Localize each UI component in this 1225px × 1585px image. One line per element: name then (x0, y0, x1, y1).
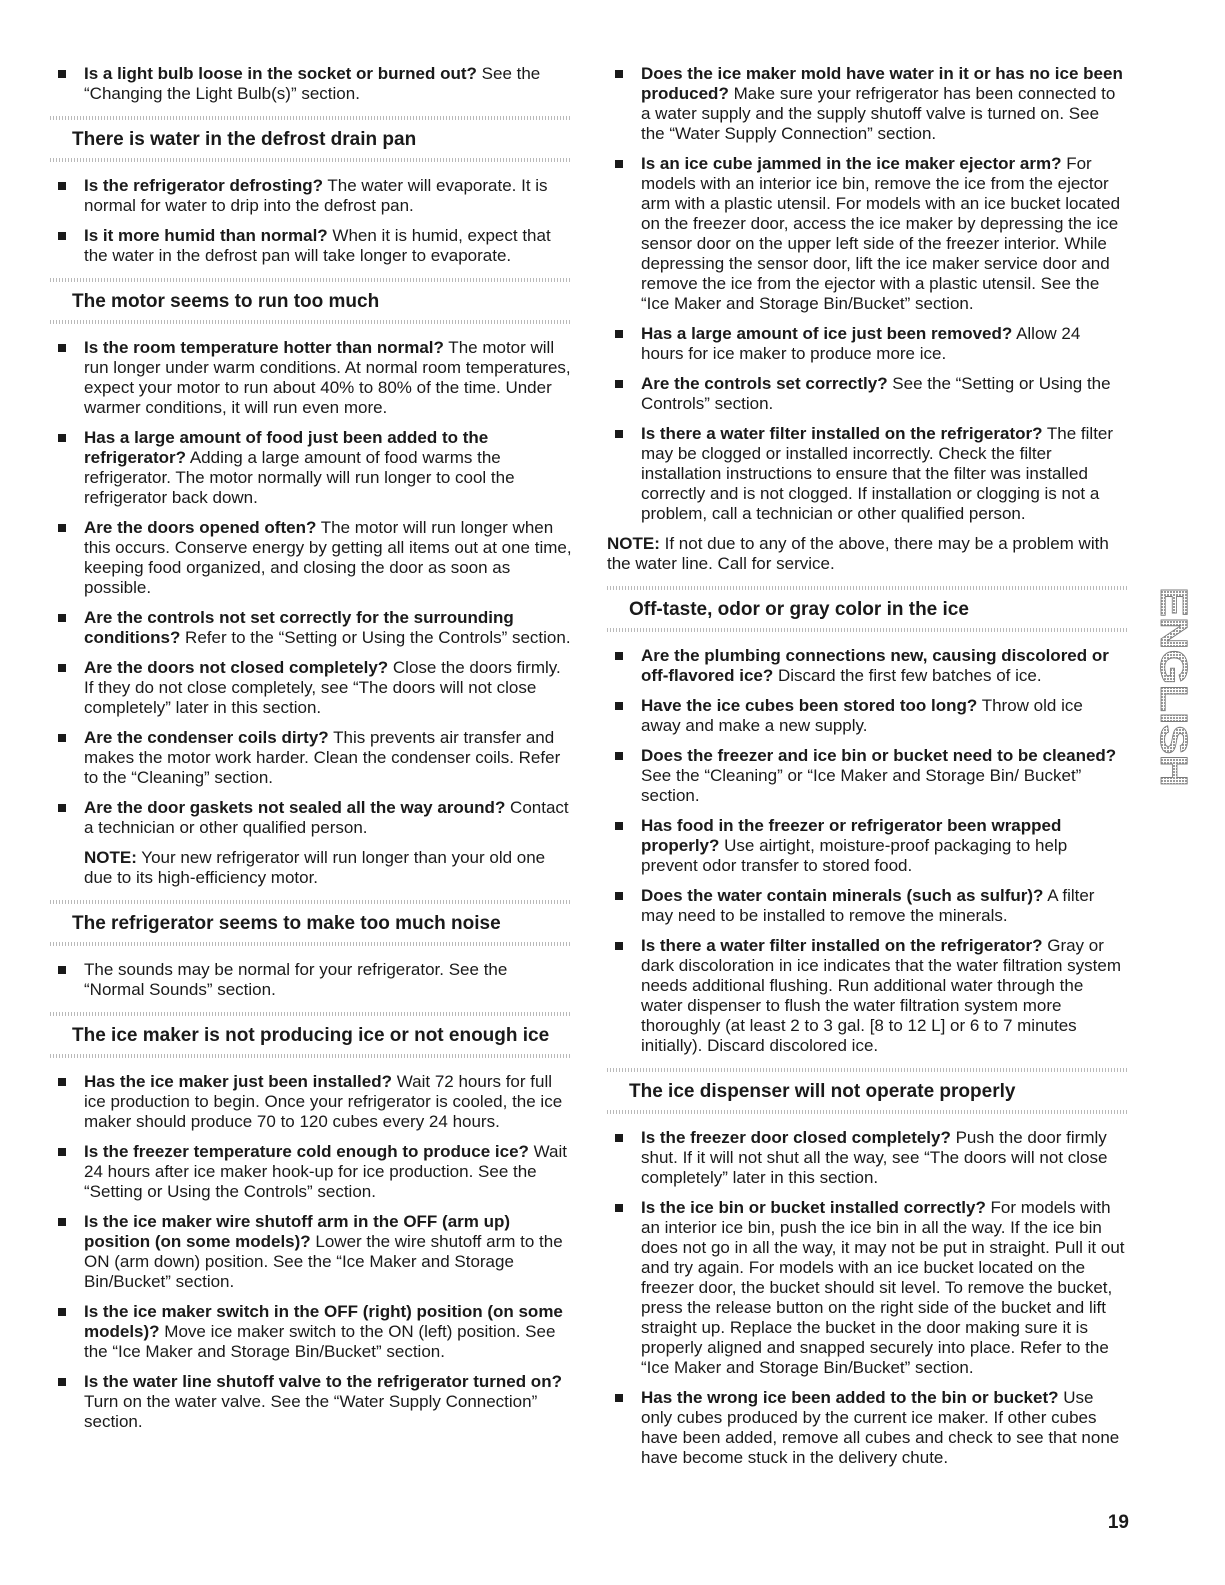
troubleshooting-item (50, 608, 572, 648)
question-text: Are the controls not set correctly for the surrounding conditions? (84, 608, 514, 647)
answer-text: Turn on the water valve. See the “Water Supply Connection” section. (84, 1392, 538, 1431)
answer-text: The motor will run longer under warm conditions. At normal room temperatures, expect your motor to run about 40% to 80% of the time. Under warmer conditions, it will run even more. (84, 338, 571, 417)
note-label: NOTE: (84, 848, 137, 867)
square-bullet-icon (58, 1308, 66, 1316)
answer-text: Lower the wire shutoff arm to the ON (arm down) position. See the “Ice Maker and Storage Bin/Bucket” section. (84, 1232, 563, 1291)
page-number: 19 (1107, 1512, 1129, 1533)
square-bullet-icon (615, 942, 623, 950)
troubleshooting-item (50, 518, 572, 598)
square-bullet-icon (615, 430, 623, 438)
section-heading: The ice maker is not producing ice or not enough ice (50, 1012, 572, 1058)
troubleshooting-item (50, 1302, 572, 1362)
answer-text: Use only cubes produced by the current ice maker. If other cubes have been added, remove all cubes and check to see that none have become stuck in the delivery chute. (641, 1388, 1120, 1467)
troubleshooting-item (50, 658, 572, 718)
answer-text: A filter may need to be installed to remove the minerals. (641, 886, 1095, 925)
note (607, 534, 1127, 574)
troubleshooting-item (50, 1072, 572, 1132)
troubleshooting-item (50, 960, 572, 1000)
square-bullet-icon (58, 182, 66, 190)
answer-text: Throw old ice away and make a new supply. (641, 696, 1083, 735)
troubleshooting-item (607, 1198, 1127, 1378)
troubleshooting-item (607, 424, 1127, 524)
square-bullet-icon (615, 380, 623, 388)
question-text: Is the ice maker switch in the OFF (right) position (on some models)? (84, 1302, 563, 1341)
question-text: Are the plumbing connections new, causing discolored or off-flavored ice? (641, 646, 1109, 685)
square-bullet-icon (58, 1078, 66, 1086)
troubleshooting-item (607, 816, 1127, 876)
answer-text: See the “Changing the Light Bulb(s)” section. (84, 64, 541, 103)
note (50, 848, 572, 888)
question-text: Is a light bulb loose in the socket or burned out? (84, 64, 477, 83)
left-column (50, 64, 572, 1442)
note-text: Your new refrigerator will run longer than your old one due to its high-efficiency motor. (84, 848, 546, 887)
language-tab-label: ENGLISH (1151, 587, 1194, 756)
square-bullet-icon (615, 892, 623, 900)
troubleshooting-item (607, 324, 1127, 364)
troubleshooting-item (50, 176, 572, 216)
square-bullet-icon (615, 822, 623, 830)
question-text: Is the refrigerator defrosting? (84, 176, 323, 195)
square-bullet-icon (58, 1378, 66, 1386)
question-text: Has food in the freezer or refrigerator been wrapped properly? (641, 816, 1062, 855)
answer-text: For models with an interior ice bin, push the ice bin in all the way. If the ice bin does not go in all the way, it may not be put in straight. Pull it out and try again. For models with an ice bucket located on the freezer door, the bucket should sit level. To remove the bucket, press the release button on the right side of the bucket and lift straight up. Replace the bucket in the door making sure it is properly aligned and snapped securely into place. Refer to the “Ice Maker and Storage Bin/Bucket” section. (641, 1198, 1125, 1377)
square-bullet-icon (58, 614, 66, 622)
troubleshooting-item (607, 646, 1127, 686)
troubleshooting-item (50, 798, 572, 838)
answer-text: See the “Setting or Using the Controls” section. (641, 374, 1111, 413)
square-bullet-icon (615, 330, 623, 338)
question-text: Is the freezer door closed completely? (641, 1128, 951, 1147)
question-text: Is the ice bin or bucket installed correctly? (641, 1198, 986, 1217)
square-bullet-icon (58, 524, 66, 532)
troubleshooting-item (50, 64, 572, 104)
square-bullet-icon (58, 1218, 66, 1226)
question-text: Does the ice maker mold have water in it or has no ice been produced? (641, 64, 1123, 103)
troubleshooting-item (50, 428, 572, 508)
troubleshooting-item (607, 64, 1127, 144)
question-text: Is the water line shutoff valve to the refrigerator turned on? (84, 1372, 562, 1391)
question-text: Are the condenser coils dirty? (84, 728, 329, 747)
question-text: Is there a water filter installed on the refrigerator? (641, 424, 1043, 443)
square-bullet-icon (615, 1134, 623, 1142)
square-bullet-icon (58, 232, 66, 240)
troubleshooting-item (607, 1388, 1127, 1468)
troubleshooting-item (607, 696, 1127, 736)
answer-text: Allow 24 hours for ice maker to produce more ice. (641, 324, 1081, 363)
section-heading: The ice dispenser will not operate properly (607, 1068, 1127, 1114)
note-label: NOTE: (607, 534, 660, 553)
troubleshooting-item (50, 226, 572, 266)
question-text: Does the water contain minerals (such as sulfur)? (641, 886, 1044, 905)
square-bullet-icon (58, 434, 66, 442)
square-bullet-icon (58, 344, 66, 352)
answer-text: The motor will run longer when this occurs. Conserve energy by getting all items out at one time, keeping food organized, and closing the door as soon as possible. (84, 518, 572, 597)
question-text: Is it more humid than normal? (84, 226, 328, 245)
troubleshooting-item (50, 1212, 572, 1292)
section-heading: Off-taste, odor or gray color in the ice (607, 586, 1127, 632)
answer-text: When it is humid, expect that the water in the defrost pan will take longer to evaporate. (84, 226, 551, 265)
section-heading: There is water in the defrost drain pan (50, 116, 572, 162)
troubleshooting-item (607, 886, 1127, 926)
square-bullet-icon (58, 804, 66, 812)
square-bullet-icon (58, 734, 66, 742)
square-bullet-icon (58, 664, 66, 672)
question-text: Are the door gaskets not sealed all the way around? (84, 798, 506, 817)
answer-text: Refer to the “Setting or Using the Controls” section. (180, 628, 571, 647)
answer-text: Use airtight, moisture-proof packaging to help prevent odor transfer to stored food. (641, 836, 1068, 875)
answer-text: Adding a large amount of food warms the refrigerator. The motor normally will run longer to cool the refrigerator back down. (84, 448, 515, 507)
troubleshooting-item (607, 746, 1127, 806)
square-bullet-icon (615, 70, 623, 78)
question-text: Has the wrong ice been added to the bin or bucket? (641, 1388, 1059, 1407)
answer-text: Gray or dark discoloration in ice indicates that the water filtration system needs additional flushing. Run additional water through the water dispenser to flush the water filtration system more thoroughly (at least 2 to 3 gal. [8 to 12 L] or 6 to 7 minutes initially). Discard discolored ice. (641, 936, 1122, 1055)
question-text: Is the ice maker wire shutoff arm in the OFF (arm up) position (on some models)? (84, 1212, 511, 1251)
answer-text: The sounds may be normal for your refrigerator. See the “Normal Sounds” section. (84, 960, 508, 999)
question-text: Has a large amount of ice just been removed? (641, 324, 1013, 343)
right-column (607, 64, 1127, 1478)
troubleshooting-item (50, 338, 572, 418)
troubleshooting-item (607, 374, 1127, 414)
troubleshooting-item (607, 1128, 1127, 1188)
question-text: Has the ice maker just been installed? (84, 1072, 393, 1091)
question-text: Are the doors opened often? (84, 518, 317, 537)
answer-text: Wait 24 hours after ice maker hook-up for ice production. See the “Setting or Using the Controls” section. (84, 1142, 568, 1201)
question-text: Are the doors not closed completely? (84, 658, 389, 677)
troubleshooting-item (50, 1142, 572, 1202)
answer-text: Wait 72 hours for full ice production to begin. Once your refrigerator is cooled, the ice maker should produce 70 to 120 cubes every 24 hours. (84, 1072, 563, 1131)
language-tab (1151, 584, 1194, 790)
square-bullet-icon (58, 1148, 66, 1156)
question-text: Is an ice cube jammed in the ice maker ejector arm? (641, 154, 1062, 173)
answer-text: This prevents air transfer and makes the motor work harder. Clean the condenser coils. Refer to the “Cleaning” section. (84, 728, 561, 787)
answer-text: See the “Cleaning” or “Ice Maker and Storage Bin/ Bucket” section. (641, 766, 1082, 805)
answer-text: Push the door firmly shut. If it will not shut all the way, see “The doors will not close completely” later in this section. (641, 1128, 1108, 1187)
answer-text: Discard the first few batches of ice. (773, 666, 1042, 685)
question-text: Is the room temperature hotter than normal? (84, 338, 444, 357)
answer-text: Contact a technician or other qualified person. (84, 798, 569, 837)
square-bullet-icon (615, 702, 623, 710)
answer-text: The water will evaporate. It is normal for water to drip into the defrost pan. (84, 176, 548, 215)
answer-text: Move ice maker switch to the ON (left) position. See the “Ice Maker and Storage Bin/Bucket” section. (84, 1322, 556, 1361)
answer-text: Close the doors firmly. If they do not close completely, see “The doors will not close completely” later in this section. (84, 658, 561, 717)
square-bullet-icon (58, 70, 66, 78)
question-text: Has a large amount of food just been added to the refrigerator? (84, 428, 489, 467)
troubleshooting-item (50, 728, 572, 788)
section-heading: The refrigerator seems to make too much noise (50, 900, 572, 946)
troubleshooting-item (50, 1372, 572, 1432)
answer-text: The filter may be clogged or installed incorrectly. Check the filter installation instructions to ensure that the filter was installed correctly and is not clogged. If installation or clogging is not a problem, call a technician or other qualified person. (641, 424, 1114, 523)
square-bullet-icon (615, 652, 623, 660)
answer-text: Make sure your refrigerator has been connected to a water supply and the supply shutoff valve is turned on. See the “Water Supply Connection” section. (641, 84, 1116, 143)
note-text: If not due to any of the above, there may be a problem with the water line. Call for service. (607, 534, 1109, 573)
answer-text: For models with an interior ice bin, remove the ice from the ejector arm with a plastic utensil. For models with an ice bucket located on the freezer door, access the ice maker by depressing the ice sensor door on the upper left side of the freezer interior. While depressing the sensor door, lift the ice maker service door and remove the ice from the ejector with a plastic utensil. See the “Ice Maker and Storage Bin/Bucket” section. (641, 154, 1121, 313)
question-text: Are the controls set correctly? (641, 374, 888, 393)
question-text: Does the freezer and ice bin or bucket need to be cleaned? (641, 746, 1117, 765)
question-text: Is there a water filter installed on the refrigerator? (641, 936, 1043, 955)
square-bullet-icon (615, 1204, 623, 1212)
square-bullet-icon (615, 752, 623, 760)
square-bullet-icon (615, 1394, 623, 1402)
troubleshooting-item (607, 936, 1127, 1056)
question-text: Have the ice cubes been stored too long? (641, 696, 978, 715)
question-text: Is the freezer temperature cold enough to produce ice? (84, 1142, 529, 1161)
square-bullet-icon (58, 966, 66, 974)
troubleshooting-item (607, 154, 1127, 314)
square-bullet-icon (615, 160, 623, 168)
section-heading: The motor seems to run too much (50, 278, 572, 324)
